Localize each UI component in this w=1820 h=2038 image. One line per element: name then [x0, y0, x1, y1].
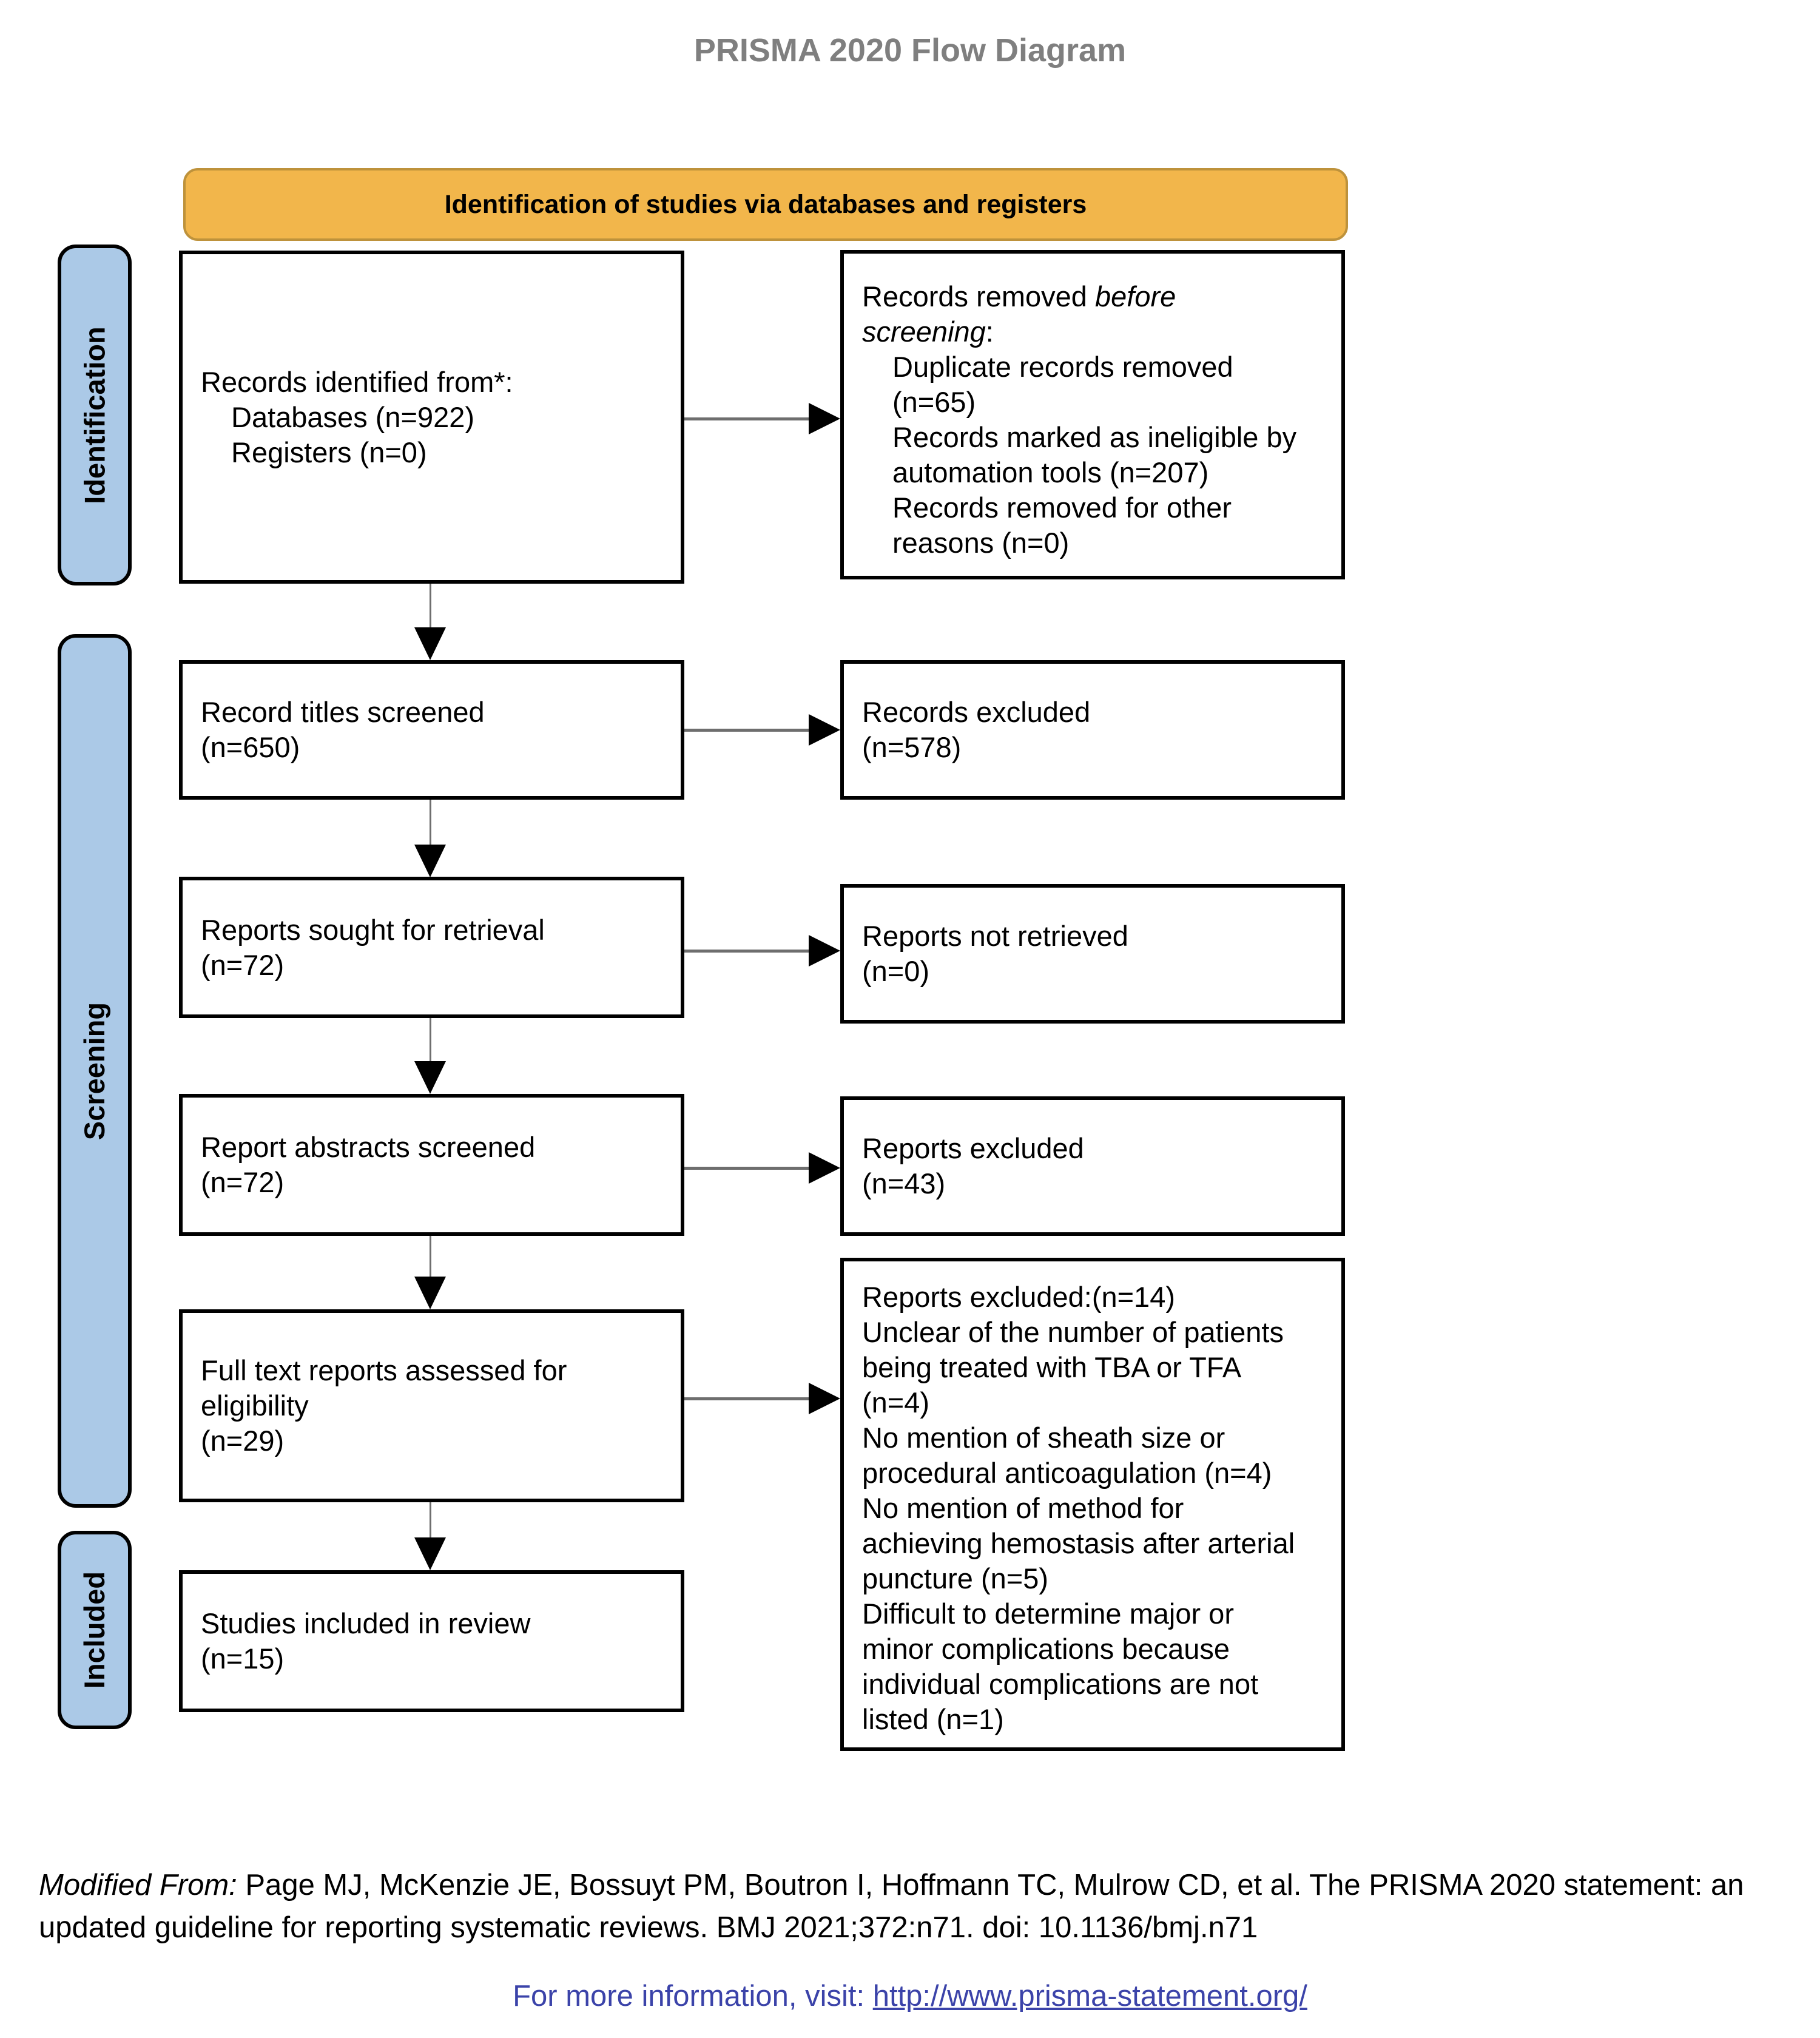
- box-fulltext-reports-assessed: [179, 1309, 684, 1502]
- box-text-line: Databases (n=922): [231, 400, 475, 433]
- box-text-line: Reports sought for retrieval: [201, 913, 545, 946]
- box-reports-sought-for-retrieval: [179, 877, 684, 1018]
- box-text-line: (n=0): [862, 955, 930, 987]
- arrow-right-head-4: [809, 1152, 840, 1184]
- more-info-prefix: For more information, visit:: [513, 1980, 873, 2013]
- arrow-right-head-1: [809, 403, 840, 434]
- box-text-line: No mention of sheath size or procedural anticoagulation (n=4): [862, 1422, 1272, 1489]
- sidebar-stage-identification: [58, 245, 132, 585]
- box-text-line: Full text reports assessed for: [201, 1354, 567, 1386]
- arrow-down-head-5: [414, 1537, 446, 1570]
- sidebar-stage-label: Included: [78, 1571, 111, 1689]
- box-text-line: Reports excluded:(n=14): [862, 1281, 1175, 1313]
- banner-identification-via-databases: [183, 168, 1348, 241]
- sidebar-stage-label: Identification: [78, 326, 111, 504]
- sidebar-stage-label: Screening: [78, 1002, 111, 1140]
- arrow-right-line-2: [684, 729, 810, 732]
- box-text-line: (n=15): [201, 1642, 285, 1675]
- box-text-line: No mention of method for achieving hemostasis after arterial puncture (n=5): [862, 1492, 1295, 1594]
- arrow-down-head-1: [414, 627, 446, 660]
- arrow-down-head-4: [414, 1277, 446, 1309]
- box-text-line: Difficult to determine major or minor complications because individual complications are not listed (n=1): [862, 1598, 1259, 1735]
- box-fulltext-reports-excluded-reasons: [840, 1258, 1345, 1751]
- citation-text: [39, 1864, 1798, 1949]
- box-text-line: Studies included in review: [201, 1607, 531, 1639]
- box-reports-not-retrieved: [840, 884, 1345, 1024]
- box-text-line: screening:: [862, 315, 994, 348]
- arrow-right-head-3: [809, 935, 840, 967]
- box-text-line: (n=43): [862, 1167, 946, 1200]
- box-record-titles-screened: [179, 660, 684, 800]
- box-studies-included-in-review: [179, 1570, 684, 1712]
- box-records-removed-before-screening: [840, 250, 1345, 579]
- box-report-abstracts-screened: [179, 1094, 684, 1236]
- box-text-line: Records removed before: [862, 280, 1176, 312]
- box-text-line: Records marked as ineligible by automation tools (n=207): [892, 421, 1297, 488]
- arrow-right-line-3: [684, 950, 810, 953]
- box-text-line: Records removed for other reasons (n=0): [892, 491, 1232, 559]
- box-text-line: Reports not retrieved: [862, 920, 1128, 952]
- box-text-line: Records excluded: [862, 696, 1091, 728]
- arrow-down-line-2: [430, 800, 431, 845]
- arrow-right-line-1: [684, 417, 810, 420]
- more-info-line: [0, 1979, 1820, 2013]
- citation-prefix: Modified From:: [39, 1869, 237, 1901]
- box-text-line: (n=72): [201, 948, 285, 981]
- arrow-right-line-4: [684, 1167, 810, 1170]
- box-text-line: Records identified from*:: [201, 365, 513, 398]
- box-text-line: Record titles screened: [201, 696, 485, 728]
- sidebar-stage-screening: [58, 634, 132, 1508]
- arrow-down-line-3: [430, 1018, 431, 1062]
- arrow-right-head-5: [809, 1383, 840, 1414]
- box-text-line: Unclear of the number of patients being treated with TBA or TFA (n=4): [862, 1316, 1284, 1419]
- box-text-line: (n=72): [201, 1166, 285, 1198]
- box-records-excluded: [840, 660, 1345, 800]
- box-text-line: Reports excluded: [862, 1132, 1084, 1164]
- box-records-identified: [179, 251, 684, 584]
- page-title: PRISMA 2020 Flow Diagram: [693, 32, 1127, 69]
- arrow-down-line-1: [430, 584, 431, 630]
- arrow-right-line-5: [684, 1397, 810, 1400]
- arrow-down-head-2: [414, 845, 446, 877]
- box-text-line: Report abstracts screened: [201, 1131, 536, 1163]
- arrow-down-line-4: [430, 1236, 431, 1278]
- box-text-line: Registers (n=0): [231, 436, 427, 468]
- box-text-line: Duplicate records removed (n=65): [892, 351, 1233, 418]
- box-reports-excluded: [840, 1096, 1345, 1236]
- arrow-down-head-3: [414, 1061, 446, 1094]
- box-text-line: (n=650): [201, 731, 300, 763]
- box-text-line: eligibility: [201, 1389, 309, 1422]
- arrow-right-head-2: [809, 714, 840, 746]
- citation-body: Page MJ, McKenzie JE, Bossuyt PM, Boutron I, Hoffmann TC, Mulrow CD, et al. The PRISMA 2020 statement: an updated guideline for reporting systematic reviews. BMJ 2021;372:n71. doi: 10.1136/bmj.n71: [39, 1869, 1744, 1944]
- arrow-down-line-5: [430, 1502, 431, 1539]
- box-text-line: (n=578): [862, 731, 962, 763]
- banner-label: Identification of studies via databases and registers: [444, 189, 1087, 219]
- box-text-line: (n=29): [201, 1425, 285, 1457]
- prisma-statement-link[interactable]: http://www.prisma-statement.org/: [872, 1980, 1307, 2013]
- sidebar-stage-included: [58, 1531, 132, 1729]
